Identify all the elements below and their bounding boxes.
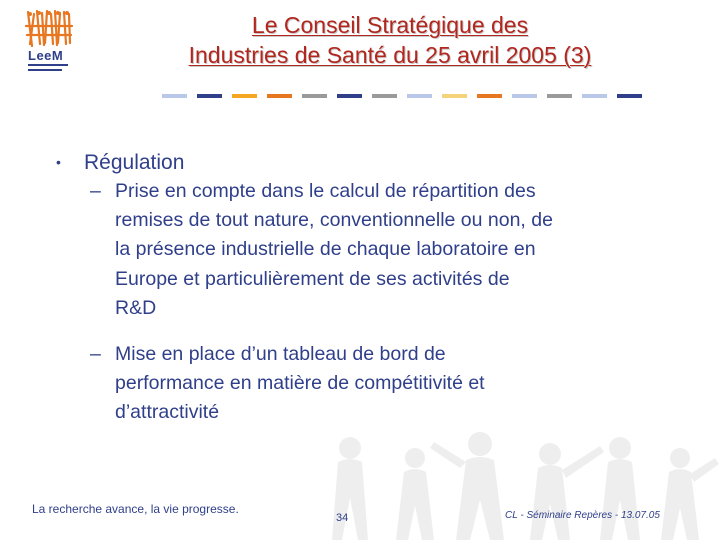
divider-segment [372,94,397,98]
leem-logo-graphic [24,8,76,78]
slide-content [56,148,676,428]
divider-segment [512,94,537,98]
divider-segment [477,94,502,98]
dash-marker: – [90,180,101,202]
divider-segment [232,94,257,98]
sub-bullet-line: d’attractivité [115,401,220,424]
bullet-marker: • [56,154,61,170]
sub-bullet-line: Europe et particulièrement de ses activités de [115,267,510,290]
slide-title [120,10,660,70]
people-watermark-graphic [310,428,720,540]
bullet-heading: Régulation [84,151,185,174]
divider-segment [337,94,362,98]
divider-segment [442,94,467,98]
svg-text:LeeM: LeeM [28,48,64,63]
sub-bullet-line: R&D [115,296,157,319]
sub-bullet-line: Prise en compte dans le calcul de répartition des [115,180,536,202]
divider-segment [162,94,187,98]
divider-segment [267,94,292,98]
page-number: 34 [336,512,349,524]
divider-segment [582,94,607,98]
sub-bullet-tableau-de-bord [90,340,676,428]
leem-logo [24,8,76,78]
divider-segment [407,94,432,98]
footer-tagline: La recherche avance, la vie progresse. [32,502,239,516]
divider-segment [197,94,222,98]
footer-reference: CL - Séminaire Repères - 13.07.05 [505,510,660,521]
sub-bullet-line: la présence industrielle de chaque laboratoire en [115,238,536,261]
divider-segment [302,94,327,98]
sub-bullet-line: performance en matière de compétitivité et [115,372,485,395]
title-divider [162,94,652,98]
sub-bullet-line: remises de tout nature, conventionnelle ou non, de [115,209,553,232]
dash-marker: – [90,343,101,366]
divider-segment [547,94,572,98]
slide-title-line-2: Industries de Santé du 25 avril 2005 (3) [188,42,592,68]
slide-title-line-1: Le Conseil Stratégique des [251,12,529,38]
sub-bullet-line: Mise en place d’un tableau de bord de [115,343,446,366]
bullet-regulation [56,148,676,177]
divider-segment [617,94,642,98]
sub-bullet-prise-en-compte [90,177,676,323]
